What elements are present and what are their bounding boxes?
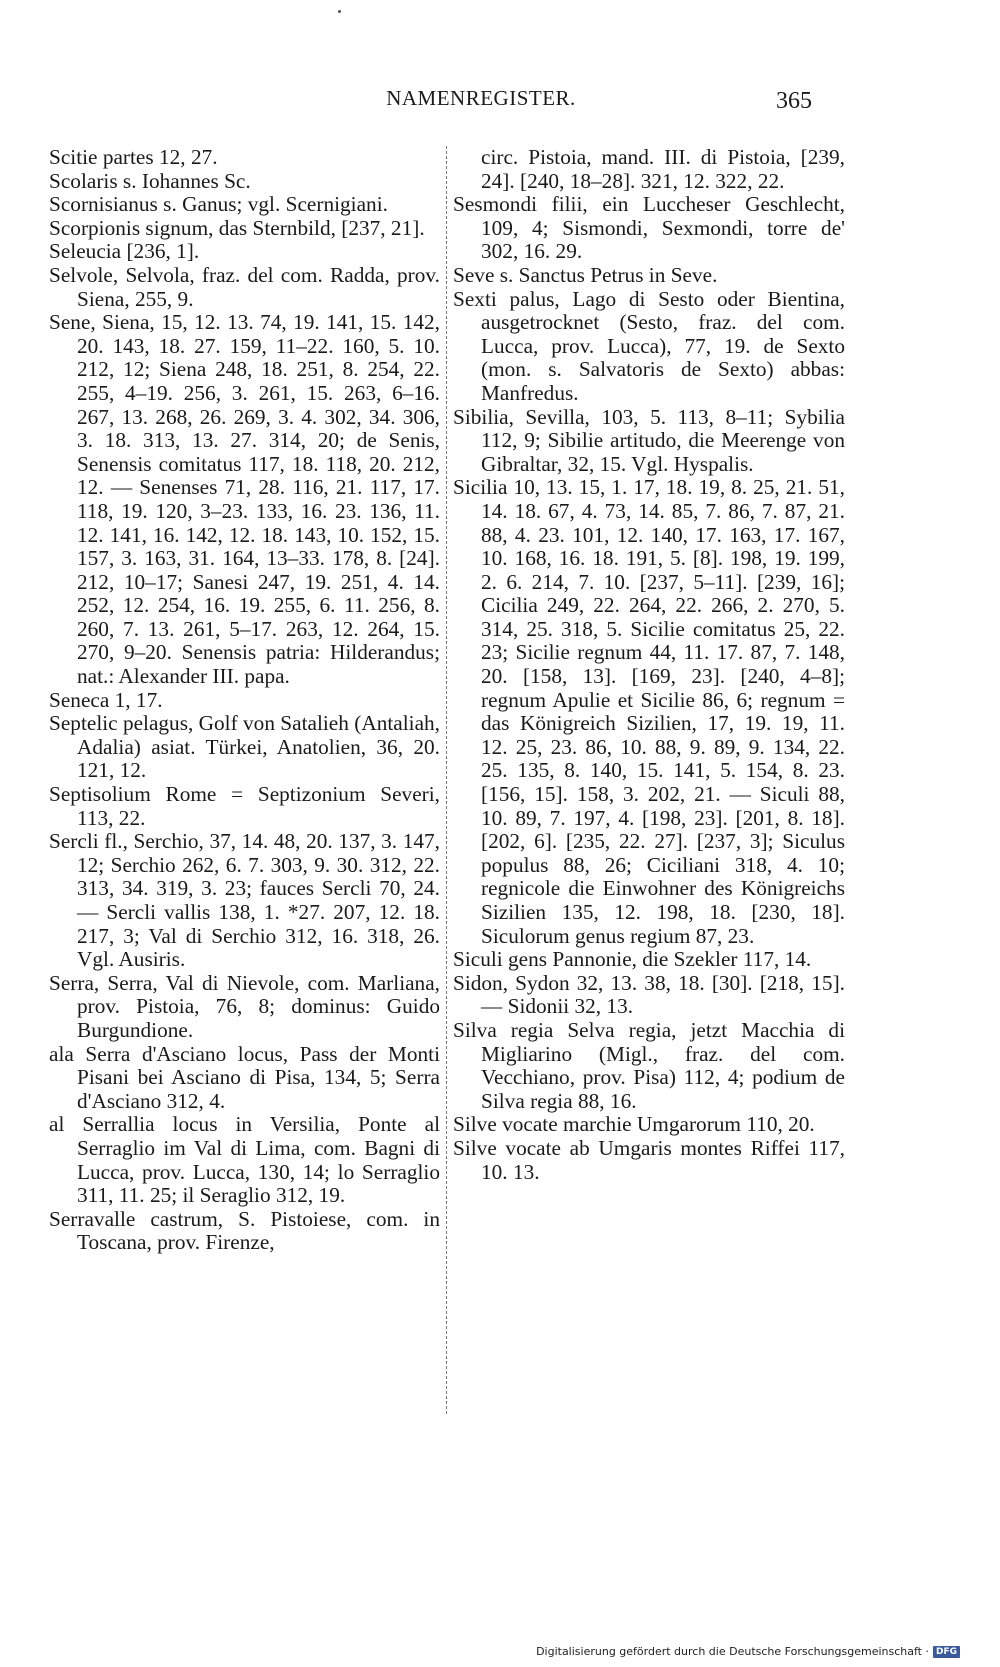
index-entry: Seneca 1, 17.: [49, 687, 163, 712]
index-entry: Siculi gens Pannonie, die Szekler 117, 14.: [453, 947, 812, 972]
running-title: NAMENREGISTER.: [386, 86, 576, 110]
index-entry: Seleucia [236, 1].: [49, 239, 200, 264]
page-number: 365: [776, 88, 812, 114]
index-entry: Scitie partes 12, 27.: [49, 145, 218, 169]
index-entry: Silve vocate ab Umgaris montes Riffei 117, 10. 13.: [453, 1135, 845, 1184]
index-entry: Selvole, Selvola, fraz. del com. Radda, prov. Siena, 255, 9.: [49, 262, 440, 311]
index-entry: circ. Pistoia, mand. III. di Pistoia, [239, 24]. [240, 18–28]. 321, 12. 322, 22.: [481, 145, 845, 193]
index-entry: Sidon, Sydon 32, 13. 38, 18. [30]. [218, 15]. — Sidonii 32, 13.: [453, 970, 845, 1019]
right-column: [453, 146, 845, 1184]
index-entry: Silva regia Selva regia, jetzt Macchia di Migliarino (Migl., fraz. del com. Vecchiano, prov. Pisa) 112, 4; podium de Silva regia 88, 16.: [453, 1017, 845, 1113]
index-entry: ala Serra d'Asciano locus, Pass der Monti Pisani bei Asciano di Pisa, 134, 5; Serra d'Asciano 312, 4.: [49, 1041, 440, 1113]
index-entry: Scornisianus s. Ganus; vgl. Scernigiani.: [49, 192, 388, 217]
index-entry: Seve s. Sanctus Petrus in Seve.: [453, 262, 718, 287]
index-entry: Scolaris s. Iohannes Sc.: [49, 168, 251, 193]
index-entry: Sicilia 10, 13. 15, 1. 17, 18. 19, 8. 25, 21. 51, 14. 18. 67, 4. 73, 14. 85, 7. 86, 7. 87, 21. 88, 4. 23. 101, 12. 140, 17. 163, 17. 167, 10. 168, 16. 18. 191, 5. [8]. 198, 19. 199, 2. 6. 214, 7. 10. [237, 5–11]. [239, 16]; Cicilia 249, 22. 264, 22. 266, 2. 270, 5. 314, 25. 318, 5. Sicilie comitatus 25, 22. 23; Sicilie regnum 44, 11. 17. 87, 7. 148, 20. [158, 13]. [169, 23]. [240, 4–8]; regnum Apulie et Sicilie 86, 6; regnum = das Königreich Sizilien, 17, 19. 19, 11. 12. 25, 23. 86, 10. 88, 9. 89, 9. 134, 22. 25. 135, 8. 140, 15. 141, 5. 154, 8. 23. [156, 15]. 158, 3. 202, 21. — Siculi 88, 10. 89, 7. 197, 4. [198, 23]. [201, 8. 18]. [202, 6]. [235, 22. 27]. [237, 3]; Siculus populus 88, 26; Ciciliani 318, 4. 10; regnicole die Einwohner des Königreichs Sizilien 135, 12. 198, 18. [230, 18]. Siculorum genus regium 87, 23.: [453, 475, 845, 948]
index-entry: Sercli fl., Serchio, 37, 14. 48, 20. 137, 3. 147, 12; Serchio 262, 6. 7. 303, 9. 30. 312, 22. 313, 34. 319, 3. 23; fauces Sercli 70, 24. — Sercli vallis 138, 1. *27. 207, 12. 18. 217, 3; Val di Serchio 312, 16. 318, 26. Vgl. Ausiris.: [49, 829, 440, 972]
scan-speck: [338, 10, 341, 13]
column-divider: [446, 146, 447, 1414]
credit-text: Digitalisierung gefördert durch die Deutsche Forschungsgemeinschaft ·: [536, 1645, 929, 1658]
index-entry: Sexti palus, Lago di Sesto oder Bientina, ausgetrocknet (Sesto, fraz. del com. Lucca, prov. Lucca), 77, 19. de Sexto (mon. s. Salvatoris de Sexto) abbas: Manfredus.: [453, 286, 845, 405]
index-entry: Sesmondi filii, ein Luccheser Geschlecht, 109, 4; Sismondi, Sexmondi, torre de' 302, 16. 29.: [453, 192, 845, 264]
index-entry: Septisolium Rome = Septizonium Severi, 113, 22.: [49, 782, 440, 830]
index-entry: Septelic pelagus, Golf von Satalieh (Antaliah, Adalia) asiat. Türkei, Anatolien, 36, 20. 121, 12.: [49, 711, 440, 783]
index-entry: Serra, Serra, Val di Nievole, com. Marliana, prov. Pistoia, 76, 8; dominus: Guido Burgundione.: [49, 970, 440, 1042]
index-entry: Sibilia, Sevilla, 103, 5. 113, 8–11; Sybilia 112, 9; Sibilie artitudo, die Meerenge von Gibraltar, 32, 15. Vgl. Hyspalis.: [453, 404, 845, 476]
index-entry: Scorpionis signum, das Sternbild, [237, 21].: [49, 215, 425, 240]
left-column: [49, 146, 440, 1255]
index-entry: Silve vocate marchie Umgarorum 110, 20.: [453, 1112, 815, 1137]
index-entry: Sene, Siena, 15, 12. 13. 74, 19. 141, 15. 142, 20. 143, 18. 27. 159, 11–22. 160, 5. 10. 212, 12; Siena 248, 18. 251, 8. 254, 22. 255, 4–19. 256, 3. 261, 15. 263, 6–16. 267, 13. 268, 26. 269, 3. 4. 302, 34. 306, 3. 18. 313, 13. 27. 314, 20; de Senis, Senensis comitatus 117, 18. 118, 20. 212, 12. — Senenses 71, 28. 116, 21. 117, 17. 118, 19. 120, 3–23. 133, 16. 23. 136, 11. 12. 141, 16. 142, 12. 18. 143, 10. 152, 15. 157, 3. 163, 31. 164, 13–33. 178, 8. [24]. 212, 10–17; Sanesi 247, 19. 251, 4. 14. 252, 12. 254, 16. 19. 255, 6. 11. 256, 8. 260, 7. 13. 261, 5–17. 263, 12. 264, 15. 270, 9–20. Senensis patria: Hilderandus; nat.: Alexander III. papa.: [49, 310, 440, 689]
index-entry: al Serrallia locus in Versilia, Ponte al Serraglio im Val di Lima, com. Bagni di Lucca, prov. Lucca, 130, 14; lo Serraglio 311, 11. 25; il Seraglio 312, 19.: [49, 1112, 440, 1208]
dfg-logo: DFG: [933, 1646, 960, 1658]
index-entry: Serravalle castrum, S. Pistoiese, com. in Toscana, prov. Firenze,: [49, 1206, 440, 1255]
digitization-credit: [536, 1645, 960, 1658]
